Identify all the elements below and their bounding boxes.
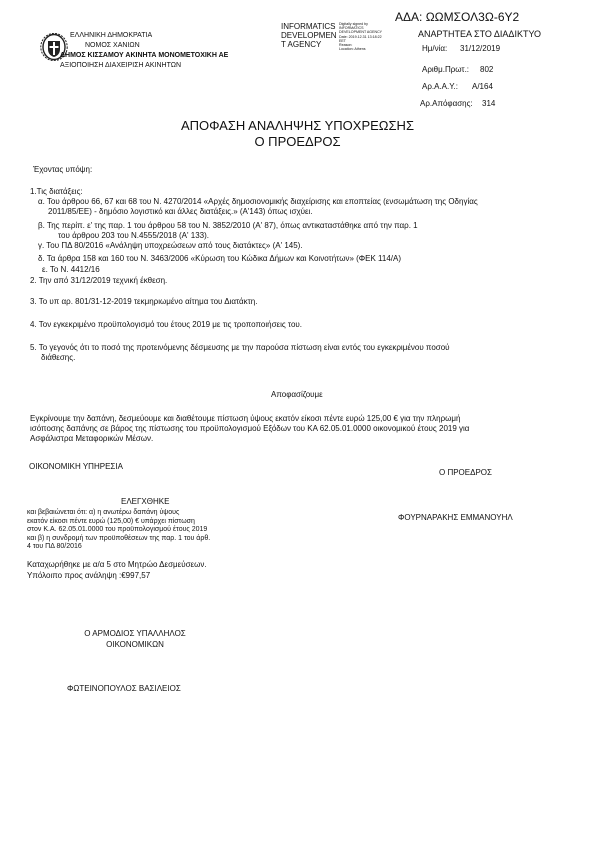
ada-code: ΑΔΑ: ΩΩΜΣΟΛ3Ω-6Υ2 (395, 10, 520, 24)
item-1-heading: 1.Τις διατάξεις: (30, 187, 83, 196)
verification-line: εκατόν είκοσι πέντε ευρώ (125,00) € υπάρχει πίστωση (27, 517, 195, 525)
ref-aay-label: Αρ.Α.Α.Υ.: (422, 82, 458, 91)
stamp-detail-line: Location: Athens (339, 47, 366, 52)
item-1e: ε. Το Ν. 4412/16 (42, 265, 100, 274)
org-line-company: ΔΗΜΟΣ ΚΙΣΣΑΜΟΥ ΑΚΙΝΗΤΑ ΜΟΝΟΜΕΤΟΧΙΚΗ ΑΕ (60, 52, 229, 59)
remaining-balance: Υπόλοιπο προς ανάληψη :€997,57 (27, 571, 151, 580)
ref-date-value: 31/12/2019 (460, 44, 501, 53)
ref-decision (420, 99, 495, 108)
official-title-line: ΟΙΚΟΝΟΜΙΚΩΝ (106, 640, 164, 649)
checked-heading: ΕΛΕΓΧΘΗΚΕ (121, 497, 170, 506)
org-line-republic: ΕΛΛΗΝΙΚΗ ΔΗΜΟΚΡΑΤΙΑ (70, 32, 153, 39)
ref-aay-value: Α/164 (472, 82, 493, 91)
stamp-detail-line: DEVELOPMENT AGENCY (339, 30, 383, 35)
financial-service-heading: ΟΙΚΟΝΟΜΙΚΗ ΥΠΗΡΕΣΙΑ (29, 462, 123, 471)
stamp-title-line: DEVELOPMEN (281, 31, 337, 40)
org-line-activity: ΑΞΙΟΠΟΙΗΣΗ ΔΙΑΧΕΙΡΙΣΗ ΑΚΙΝΗΤΩΝ (60, 62, 182, 69)
item-5-line: 5. Το γεγονός ότι το ποσό της προτεινόμενης δέσμευσης με την παρούσα πίστωση είναι εντός του εγκεκριμένου ποσού (30, 343, 450, 352)
verification-line: και βεβαιώνεται ότι: α) η ανωτέρω δαπάνη ύψους (27, 509, 180, 516)
ref-aay (422, 82, 493, 91)
signature-stamp-details (339, 22, 382, 51)
ref-protocol-value: 802 (480, 65, 494, 74)
decision-text (30, 414, 469, 444)
post-notice: ΑΝΑΡΤΗΤΕΑ ΣΤΟ ΔΙΑΔΙΚΤΥΟ (418, 29, 541, 39)
stamp-detail-line: Digitally signed by (339, 22, 368, 26)
ref-decision-label: Αρ.Απόφασης: (420, 99, 473, 108)
item-1b-line: του άρθρου 203 του Ν.4555/2018 (Α' 133). (58, 231, 210, 240)
registration-note: Καταχωρήθηκε με α/α 5 στο Μητρώο Δεσμεύσεων. (27, 560, 207, 569)
item-1c: γ. Του ΠΔ 80/2016 «Ανάληψη υποχρεώσεων από τους διατάκτες» (Α' 145). (38, 241, 303, 250)
signature-stamp-title (281, 22, 337, 49)
ref-decision-value: 314 (482, 99, 496, 108)
item-5-line: διάθεσης. (41, 353, 76, 362)
item-2: 2. Την από 31/12/2019 τεχνική έκθεση. (30, 276, 168, 285)
official-title (60, 628, 210, 650)
stamp-detail-line: Date: 2019.12.31 13:18:22 (339, 34, 382, 39)
item-4: 4. Τον εγκεκριμένο προϋπολογισμό του έτους 2019 με τις τροποποιήσεις του. (30, 320, 303, 329)
official-title-line: Ο ΑΡΜΟΔΙΟΣ ΥΠΑΛΛΗΛΟΣ (84, 629, 186, 638)
ref-protocol-label: Αριθμ.Πρωτ.: (422, 65, 470, 74)
verification-line: στον Κ.Α. 62.05.01.0000 του προϋπολογισμού έτους 2019 (27, 526, 208, 534)
verification-line: και β) η συνδρομή των προϋποθέσεων της παρ. 1 του άρθ. (27, 534, 211, 542)
decide-heading: Αποφασίζουμε (271, 390, 323, 399)
item-1a-line: 2011/85/ΕΕ) - δημόσιο λογιστικό και άλλες διατάξεις.» (Α'143) όπως ισχύει. (48, 207, 313, 216)
verification-line: 4 του ΠΔ 80/2016 (27, 543, 82, 551)
item-1b (38, 221, 418, 241)
decision-line: Εγκρίνουμε την δαπάνη, δεσμεύουμε και διαθέτουμε πίστωση ύψους εκατόν είκοσι πέντε ευρώ 125,00 € για την πληρωμή (30, 414, 461, 423)
decision-line: Ασφάλιστρα Μεταφορικών Μέσων. (30, 434, 154, 443)
stamp-detail-line: INFORMATICS (339, 26, 364, 31)
stamp-title-line: T AGENCY (281, 40, 322, 49)
item-1a-line: α. Του άρθρου 66, 67 και 68 του Ν. 4270/2014 «Αρχές δημοσιονομικής διαχείρισης και εποπτείας (ενσωμάτωση της Οδηγίας (38, 197, 478, 206)
stamp-title-line: INFORMATICS (281, 22, 336, 31)
document-subtitle: Ο ΠΡΟΕΔΡΟΣ (254, 134, 341, 149)
ref-date-label: Ημ/νία: (422, 44, 448, 53)
item-1b-line: β. Της περίπ. ε' της παρ. 1 του άρθρου 58 του Ν. 3852/2010 (Α' 87), όπως αντικαταστάθηκε από την παρ. 1 (38, 221, 418, 230)
considering-heading: Έχοντας υπόψη: (33, 165, 93, 174)
item-5 (30, 343, 450, 363)
stamp-detail-line: EET (339, 38, 346, 43)
president-name: ΦΟΥΡΝΑΡΑΚΗΣ ΕΜΜΑΝΟΥΗΛ (398, 513, 513, 522)
decision-line: ισόποσης δαπάνης σε βάρος της πίστωσης του προϋπολογισμού Εξόδων του ΚΑ 62.05.01.0000 οικονομικού έτους 2019 για (30, 424, 470, 433)
item-1a (38, 197, 478, 217)
stamp-detail-line: Reason: (339, 43, 353, 48)
ref-protocol (422, 65, 493, 74)
item-1d: δ. Τα άρθρα 158 και 160 του Ν. 3463/2006 «Κύρωση του Κώδικα Δήμων και Κοινοτήτων» (ΦΕΚ 114/Α) (38, 254, 402, 263)
document-title: ΑΠΟΦΑΣΗ ΑΝΑΛΗΨΗΣ ΥΠΟΧΡΕΩΣΗΣ (181, 118, 414, 133)
organization-block (60, 31, 228, 71)
verification-text (27, 509, 210, 552)
item-3: 3. Το υπ αρ. 801/31-12-2019 τεκμηριωμένο αίτημα του Διατάκτη. (30, 297, 258, 306)
org-line-prefecture: ΝΟΜΟΣ ΧΑΝΙΩΝ (85, 42, 140, 49)
ref-date (422, 44, 500, 53)
president-title: Ο ΠΡΟΕΔΡΟΣ (439, 468, 492, 477)
official-name: ΦΩΤΕΙΝΟΠΟΥΛΟΣ ΒΑΣΙΛΕΙΟΣ (67, 684, 181, 693)
